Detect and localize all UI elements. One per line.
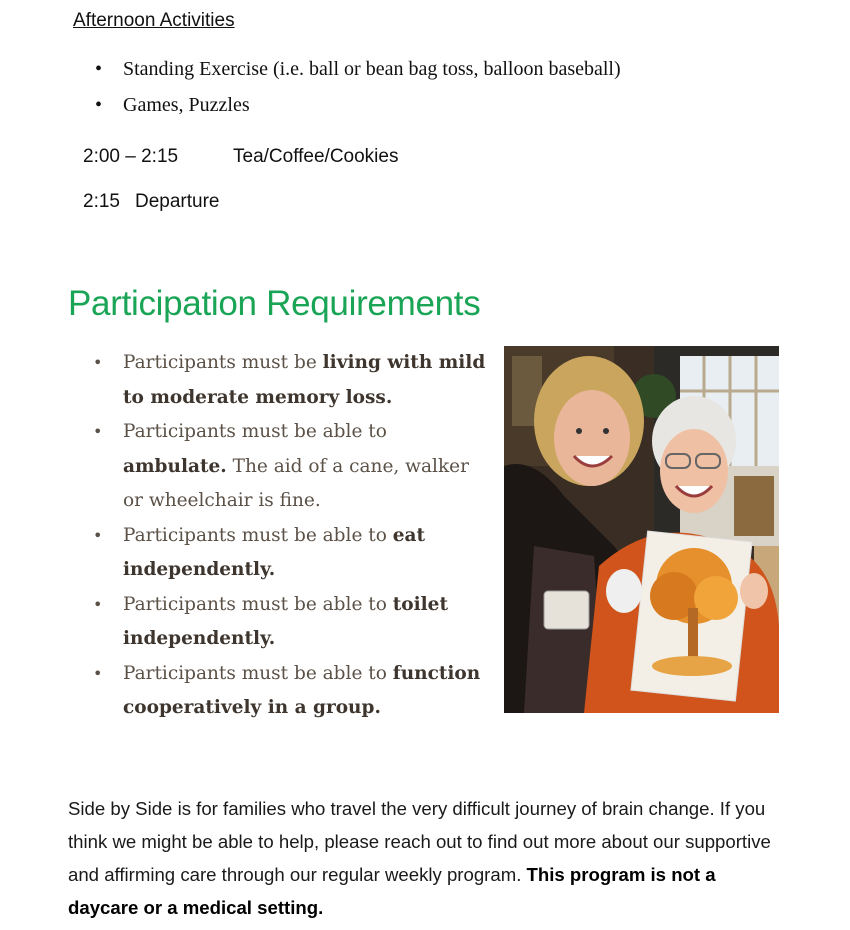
bullet-icon: • xyxy=(95,94,103,116)
bullet-icon: • xyxy=(93,353,103,372)
requirement-item xyxy=(93,415,488,519)
participation-requirements-title: Participation Requirements xyxy=(68,284,481,323)
schedule-row-departure xyxy=(83,191,220,213)
bullet-icon: • xyxy=(93,594,103,614)
bullet-icon: • xyxy=(93,525,103,545)
activity-text: Standing Exercise (i.e. ball or bean bag toss, balloon baseball) xyxy=(123,58,621,80)
schedule-time: 2:15 xyxy=(83,191,120,212)
schedule-time: 2:00 – 2:15 xyxy=(83,146,179,167)
requirement-text: Participants must be able to function cooperatively in a group. xyxy=(123,662,481,718)
participants-photo xyxy=(504,346,779,713)
bullet-icon: • xyxy=(93,422,103,441)
requirement-text: Participants must be able to ambulate. The aid of a cane, walker or wheelchair is fine. xyxy=(123,421,469,511)
schedule-activity: Tea/Coffee/Cookies xyxy=(233,146,399,167)
list-item xyxy=(95,91,621,127)
requirement-item xyxy=(93,588,488,657)
requirement-item xyxy=(93,657,488,726)
schedule-activity: Departure xyxy=(135,191,220,212)
bullet-icon: • xyxy=(93,663,103,683)
schedule-row-tea xyxy=(83,146,398,168)
requirement-item xyxy=(93,519,488,588)
afternoon-activities-heading: Afternoon Activities xyxy=(73,10,235,31)
list-item xyxy=(95,55,621,91)
requirement-text: Participants must be able to eat independently. xyxy=(123,524,426,580)
afternoon-activities-list xyxy=(95,55,621,127)
closing-paragraph: Side by Side is for families who travel the very difficult journey of brain change. If you think we might be able to help, please reach out to find out more about our supportive and affirming care through our regular weekly program. This program is not a daycare or a medical setting. xyxy=(68,798,771,918)
requirement-text: Participants must be living with mild to moderate memory loss. xyxy=(123,352,486,408)
requirements-list xyxy=(93,346,488,726)
requirement-text: Participants must be able to toilet independently. xyxy=(123,593,448,649)
bullet-icon: • xyxy=(95,58,103,80)
activity-text: Games, Puzzles xyxy=(123,94,250,116)
requirement-item xyxy=(93,346,488,415)
